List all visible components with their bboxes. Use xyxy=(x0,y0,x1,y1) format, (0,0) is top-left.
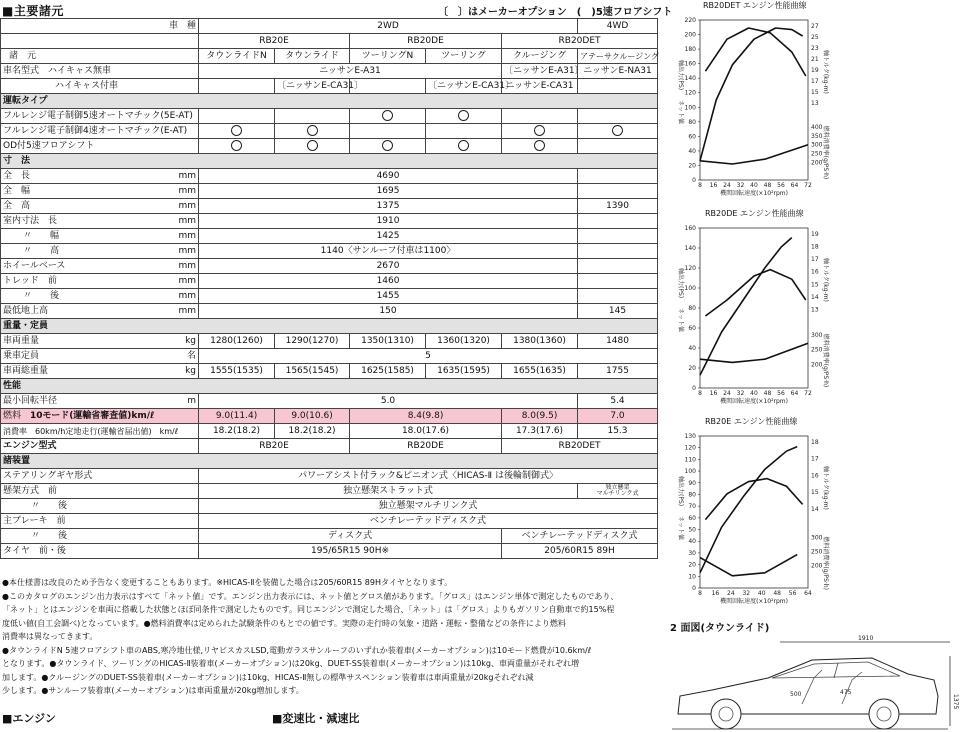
cell-value: 8.4(9.8) xyxy=(350,409,502,424)
fuel-tick-label: 300 xyxy=(811,331,823,339)
x-tick-label: 48 xyxy=(763,182,772,189)
x-tick-label: 64 xyxy=(804,590,812,597)
right-tick-label: 17 xyxy=(811,455,819,463)
right-tick-label: 16 xyxy=(811,268,819,276)
unit: mm xyxy=(149,244,199,259)
row-label: OD付5速フロアシフト xyxy=(1,139,199,154)
section-header: 性能 xyxy=(1,379,658,394)
row-label: 最小回転半径 xyxy=(1,394,149,409)
fuel-axis-label: 燃料消費率(g/PS·h) xyxy=(822,125,829,180)
row-label: トレッド 前 xyxy=(1,274,149,289)
cell-value: RB20DET xyxy=(502,439,658,454)
footnote-line: ●本仕様書は改良のため予告なく変更することもあります。※HICAS-Ⅱを装備した場合は205/60R15 89Hタイヤとなります。 xyxy=(2,578,453,587)
y-tick-label: 0 xyxy=(692,385,696,392)
unit: m xyxy=(149,394,199,409)
x-tick-label: 40 xyxy=(750,182,758,189)
cell-value: 9.0(11.4) xyxy=(199,409,275,424)
row-label: エンジン型式 xyxy=(1,439,199,454)
row-label: 車名型式 ハイキャス無車 xyxy=(1,64,199,79)
footnote-line: となります。●タウンライド、ツーリングのHICAS-Ⅱ装着車(メーカーオプション)は20kg、DUET-SS装着車(メーカーオプション)は10kg、車両重量がそれぞれ増 xyxy=(2,659,580,668)
dim-b-label: 475 xyxy=(840,689,852,696)
footnote-line: ●タウンライドN 5速フロアシフト車のABS,寒冷地仕様,リヤビスカスLSD,電動ガラスサンルーフのいずれか装着車(メーカーオプション)は10モード燃費が10.6km/ℓ xyxy=(2,645,591,655)
y-axis-label: 軸出力(PS) xyxy=(677,60,684,91)
y-tick-label: 160 xyxy=(684,225,696,232)
cell-value: 195/65R15 90H※ xyxy=(199,544,502,559)
cell-value: 1280(1260) xyxy=(199,334,275,349)
cell-value: 1390 xyxy=(578,199,658,214)
corner-top: 車 種 xyxy=(1,19,199,34)
unit: mm xyxy=(149,199,199,214)
trim-header: クルージング xyxy=(502,49,578,64)
x-tick-label: 40 xyxy=(750,390,758,397)
torque-axis-label: 軸トルク(kg-m) xyxy=(822,258,829,302)
engine-group-rb20det: RB20DET xyxy=(502,34,658,49)
cell-value: 1290(1270) xyxy=(275,334,350,349)
y-tick-label: 110 xyxy=(684,456,696,464)
x-tick-label: 56 xyxy=(788,590,797,597)
y-tick-label: 120 xyxy=(684,444,696,452)
x-tick-label: 24 xyxy=(723,390,731,397)
cell-value: 1140〈サンルーフ付車は1100〉 xyxy=(199,244,578,259)
chart-title: RB20DE エンジン性能曲線 xyxy=(705,209,804,218)
unit: kg xyxy=(149,334,199,349)
y-tick-label: 180 xyxy=(684,46,696,54)
y-axis-label-sub: ネット値 xyxy=(677,100,684,125)
y-tick-label: 60 xyxy=(688,514,696,522)
engine-chart-rb20det xyxy=(672,14,832,200)
fuel-curve xyxy=(700,555,797,576)
row-label: フルレンジ電子制御5速オートマチック(5E-AT) xyxy=(1,109,199,124)
cell-value: 1695 xyxy=(199,184,578,199)
right-tick-label: 14 xyxy=(811,293,819,301)
right-tick-label: 15 xyxy=(811,89,819,96)
cell-value: 5 xyxy=(199,349,658,364)
row-label: 室内寸法 長 xyxy=(1,214,149,229)
available-mark xyxy=(382,110,393,121)
cell-value: 145 xyxy=(578,304,658,319)
cell-value: 2670 xyxy=(199,259,578,274)
row-label: ステアリングギヤ形式 xyxy=(1,469,199,484)
x-axis-label: 機関回転速度(×10²rpm) xyxy=(720,598,788,605)
right-tick-label: 13 xyxy=(811,100,819,107)
y-axis-label-sub: ネット値 xyxy=(677,516,684,541)
x-tick-label: 8 xyxy=(698,390,702,397)
plot-frame xyxy=(700,436,808,588)
x-tick-label: 72 xyxy=(804,390,812,397)
row-label: 全 幅 xyxy=(1,184,149,199)
fuel-tick-label: 200 xyxy=(811,159,823,167)
cell-value: 1565(1545) xyxy=(275,364,350,379)
y-tick-label: 30 xyxy=(688,549,696,557)
right-tick-label: 18 xyxy=(811,439,819,446)
cell-value: 17.3(17.6) xyxy=(502,424,578,439)
y-tick-label: 140 xyxy=(684,245,696,252)
engine-heading: ■エンジン xyxy=(2,712,56,725)
y-tick-label: 60 xyxy=(688,133,696,141)
x-tick-label: 24 xyxy=(723,182,731,189)
cell-value: 〔ニッサンE-A31〕 xyxy=(502,64,578,79)
available-mark xyxy=(231,125,242,136)
row-label: 懸架方式 前 xyxy=(1,484,199,499)
y-tick-label: 120 xyxy=(684,265,696,272)
y-tick-label: 80 xyxy=(688,491,696,499)
y-tick-label: 50 xyxy=(688,526,696,534)
trim-header: タウンライド xyxy=(275,49,350,64)
y-tick-label: 130 xyxy=(684,433,696,440)
x-tick-label: 16 xyxy=(711,590,720,597)
fuel-tick-label: 250 xyxy=(811,548,823,556)
footnote-line: 少します。●サンルーフ装着車(メーカーオプション)は車両重量が20kg増加します。 xyxy=(2,686,304,695)
cell-value: 8.0(9.5) xyxy=(502,409,578,424)
available-mark xyxy=(231,140,242,151)
x-axis-label: 機関回転速度(×10²rpm) xyxy=(720,398,788,405)
cell-value: 9.0(10.6) xyxy=(275,409,350,424)
fuel-axis-label: 燃料消費率(g/PS·h) xyxy=(822,536,829,590)
cell-value: 1375 xyxy=(199,199,578,214)
unit: kg xyxy=(149,364,199,379)
cell-value: ニッサンE-NA31 xyxy=(578,64,658,79)
unit: mm xyxy=(149,214,199,229)
fuel-tick-label: 200 xyxy=(811,361,823,369)
cell-value: 1350(1310) xyxy=(350,334,426,349)
y-axis-label-sub: ネット値 xyxy=(677,308,684,333)
right-tick-label: 13 xyxy=(811,306,819,314)
cell-value: 独立懸架 マルチリンク式 xyxy=(578,484,658,499)
row-label: 車両総重量 xyxy=(1,364,149,379)
torque-curve xyxy=(705,270,805,316)
y-tick-label: 100 xyxy=(684,468,696,476)
available-mark xyxy=(534,140,545,151)
available-mark xyxy=(458,110,469,121)
cell-value: 〔ニッサンE-CA31〕 xyxy=(426,79,502,94)
unit: mm xyxy=(149,289,199,304)
x-tick-label: 8 xyxy=(698,182,702,189)
torque-axis-label: 軸トルク(kg-m) xyxy=(822,50,829,94)
chart-title: RB20DET エンジン性能曲線 xyxy=(703,1,807,10)
available-mark xyxy=(307,125,318,136)
y-axis-label: 軸出力(PS) xyxy=(677,476,684,507)
right-tick-label: 19 xyxy=(811,231,819,238)
cell-value: パワーアシスト付ラック&ピニオン式〈HICAS-Ⅱ は後輪制御式〉 xyxy=(199,469,658,484)
torque-curve xyxy=(705,479,802,520)
right-tick-label: 17 xyxy=(811,256,819,264)
engine-group-rb20e: RB20E xyxy=(199,34,350,49)
section-header: 運転タイプ xyxy=(1,94,658,109)
dim-a-label: 500 xyxy=(790,691,802,698)
car-side-view xyxy=(672,634,960,732)
cell-value: 独立懸架マルチリンク式 xyxy=(199,499,658,514)
unit: mm xyxy=(149,274,199,289)
footnote-line: 度低い値(自工会調べ)となっています。●燃料消費率は定められた試験条件のもとでの値です。実際の走行時の気象・道路・運転・整備などの条件により燃料 xyxy=(2,618,566,628)
torque-curve xyxy=(705,28,805,76)
cell-value: 1460 xyxy=(199,274,578,289)
fuel-curve xyxy=(700,145,808,164)
right-tick-label: 18 xyxy=(811,243,819,251)
right-tick-label: 19 xyxy=(811,67,819,74)
cell-value: 18.0(17.6) xyxy=(350,424,502,439)
y-tick-label: 20 xyxy=(688,561,696,569)
row-label: 〃 高 xyxy=(1,244,149,259)
x-tick-label: 32 xyxy=(736,390,745,397)
group-2wd: 2WD xyxy=(199,19,578,34)
x-tick-label: 48 xyxy=(773,590,781,597)
chart-title: RB20E エンジン性能曲線 xyxy=(705,417,798,426)
y-tick-label: 160 xyxy=(684,60,696,68)
unit: mm xyxy=(149,304,199,319)
row-label: 〃 後 xyxy=(1,529,199,544)
row-label: ホイールベース xyxy=(1,259,149,274)
cell-value: 1480 xyxy=(578,334,658,349)
row-label: 主ブレーキ 前 xyxy=(1,514,199,529)
cell-value: 1655(1635) xyxy=(502,364,578,379)
available-mark xyxy=(612,125,623,136)
cell-value: 1380(1360) xyxy=(502,334,578,349)
footnote-line: 加します。●クルージングのDUET-SS装着車(メーカーオプション)は10kg、HICAS-Ⅱ無しの標準サスペンション装着車は車両重量が20kgそれぞれ減 xyxy=(2,672,534,682)
x-tick-label: 16 xyxy=(709,182,718,189)
y-tick-label: 40 xyxy=(688,147,696,155)
cell-value: 1635(1595) xyxy=(426,364,502,379)
cell-value: 〔ニッサンE-CA31〕 xyxy=(275,79,350,94)
right-tick-label: 14 xyxy=(811,505,819,513)
y-tick-label: 60 xyxy=(688,325,696,332)
cell-value: 5.4 xyxy=(578,394,658,409)
available-mark xyxy=(382,140,393,151)
footnotes xyxy=(2,576,657,698)
y-tick-label: 100 xyxy=(684,285,696,292)
y-tick-label: 100 xyxy=(684,104,696,112)
footnote-line: 消費率は異なってきます。 xyxy=(2,632,98,641)
unit: mm xyxy=(149,169,199,184)
cell-value: ニッサンE-CA31 xyxy=(502,79,578,94)
fuel-axis-label: 燃料消費率(g/PS·h) xyxy=(822,333,829,388)
x-tick-label: 32 xyxy=(736,182,745,189)
trim-header: タウンライドN xyxy=(199,49,275,64)
cell-value: RB20E xyxy=(199,439,350,454)
cell-value: 1625(1585) xyxy=(350,364,426,379)
right-tick-label: 25 xyxy=(811,34,819,41)
x-tick-label: 64 xyxy=(790,182,799,189)
right-tick-label: 15 xyxy=(811,281,819,289)
page-title: ■主要諸元 xyxy=(2,4,64,18)
cell-value: 205/60R15 89H xyxy=(502,544,658,559)
dim-height-label: 1375 xyxy=(952,694,959,710)
unit: mm xyxy=(149,259,199,274)
x-tick-label: 40 xyxy=(757,590,766,597)
y-tick-label: 70 xyxy=(688,503,696,511)
x-tick-label: 48 xyxy=(763,390,772,397)
x-tick-label: 16 xyxy=(709,390,718,397)
right-tick-label: 21 xyxy=(811,56,819,63)
y-axis-label: 軸出力(PS) xyxy=(677,268,684,299)
fuel-10mode-label: 燃料 10モード(運輸省審査値)km/ℓ xyxy=(1,409,199,424)
y-tick-label: 0 xyxy=(692,585,696,592)
row-label: 〃 後 xyxy=(1,289,149,304)
y-tick-label: 120 xyxy=(684,89,696,97)
unit: mm xyxy=(149,229,199,244)
fuel-tick-label: 300 xyxy=(811,141,823,149)
fuel-tick-label: 400 xyxy=(811,123,823,131)
row-label: タイヤ 前・後 xyxy=(1,544,199,559)
engine-chart-rb20de xyxy=(672,222,832,408)
x-tick-label: 32 xyxy=(742,590,751,597)
y-tick-label: 40 xyxy=(688,538,696,546)
row-label: 車両重量 xyxy=(1,334,149,349)
row-label: フルレンジ電子制御4速オートマチック(E-AT) xyxy=(1,124,199,139)
fuel-tick-label: 350 xyxy=(811,132,823,140)
right-tick-label: 17 xyxy=(811,78,819,85)
trim-header: ツーリングN xyxy=(350,49,426,64)
row-label: ハイキャス付車 xyxy=(1,79,199,94)
fuel-tick-label: 250 xyxy=(811,346,823,354)
y-tick-label: 200 xyxy=(684,31,696,39)
cell-value: 1455 xyxy=(199,289,578,304)
cell-value: 1555(1535) xyxy=(199,364,275,379)
cell-value: ベンチレーテッドディスク式 xyxy=(199,514,658,529)
available-mark xyxy=(458,140,469,151)
y-tick-label: 220 xyxy=(684,17,696,24)
x-tick-label: 56 xyxy=(777,182,785,189)
x-tick-label: 8 xyxy=(698,590,702,597)
two-view-title: 2 面図(タウンライド) xyxy=(670,623,770,634)
row-label: 乗車定員 xyxy=(1,349,149,364)
corner-bottom: 諸 元 xyxy=(1,49,199,64)
y-tick-label: 80 xyxy=(688,305,696,312)
cell-value: 1910 xyxy=(199,214,578,229)
fuel-60km-label: 消費率 60km/h定地走行(運輸省届出値) km/ℓ xyxy=(1,424,199,439)
fuel-tick-label: 200 xyxy=(811,562,823,570)
cell-value: RB20DE xyxy=(350,439,502,454)
section-header: 寸 法 xyxy=(1,154,658,169)
spec-table xyxy=(0,18,658,559)
section-header: 諸装置 xyxy=(1,454,658,469)
cell-value: ディスク式 xyxy=(199,529,502,544)
y-tick-label: 90 xyxy=(688,479,696,487)
right-tick-label: 27 xyxy=(811,23,819,30)
footnote-line: ●このカタログのエンジン出力表示はすべて「ネット値」です。エンジン出力表示には、ネット値とグロス値があります。「グロス」はエンジン単体で測定したものであり、 xyxy=(2,591,619,601)
unit: mm xyxy=(149,184,199,199)
cell-value: ニッサンE-A31 xyxy=(199,64,502,79)
cell-value: 4690 xyxy=(199,169,578,184)
x-tick-label: 72 xyxy=(804,182,812,189)
fuel-tick-label: 300 xyxy=(811,534,823,542)
cell-value: 5.0 xyxy=(199,394,578,409)
torque-axis-label: 軸トルク(kg-m) xyxy=(822,466,829,510)
row-label: 〃 後 xyxy=(1,499,199,514)
y-tick-label: 10 xyxy=(688,573,696,581)
y-tick-label: 0 xyxy=(692,177,696,184)
x-tick-label: 24 xyxy=(727,590,735,597)
fuel-tick-label: 250 xyxy=(811,150,823,158)
row-label: 最低地上高 xyxy=(1,304,149,319)
footnote-line: 「ネット」とはエンジンを車両に搭載した状態とほぼ同条件で測定したものです。同じエンジンで測定した場合、「ネット」は「グロス」よりもガソリン自動車で約15%程 xyxy=(2,605,615,614)
trim-header: アテーサクルージング xyxy=(578,49,658,64)
y-tick-label: 40 xyxy=(688,345,696,352)
y-tick-label: 20 xyxy=(688,162,696,170)
section-header: 重量・定員 xyxy=(1,319,658,334)
row-label: 全 長 xyxy=(1,169,149,184)
engine-group-rb20de: RB20DE xyxy=(350,34,502,49)
cell-value: 15.3 xyxy=(578,424,658,439)
y-tick-label: 140 xyxy=(684,75,696,83)
cell-value: 1360(1320) xyxy=(426,334,502,349)
cell-value: ベンチレーテッドディスク式 xyxy=(502,529,658,544)
available-mark xyxy=(307,140,318,151)
dim-length-label: 1910 xyxy=(858,635,874,642)
gear-ratio-heading: ■変速比・減速比 xyxy=(272,712,360,725)
unit: 名 xyxy=(149,349,199,364)
right-tick-label: 23 xyxy=(811,45,819,52)
group-4wd: 4WD xyxy=(578,19,658,34)
trim-header: ツーリング xyxy=(426,49,502,64)
cell-value: 独立懸架ストラット式 xyxy=(199,484,578,499)
x-tick-label: 56 xyxy=(777,390,785,397)
cell-value: 1755 xyxy=(578,364,658,379)
row-label: 全 高 xyxy=(1,199,149,214)
x-tick-label: 64 xyxy=(790,390,799,397)
y-tick-label: 80 xyxy=(688,118,696,126)
cell-value: 150 xyxy=(199,304,578,319)
x-axis-label: 機関回転速度(×10²rpm) xyxy=(720,190,788,197)
y-tick-label: 20 xyxy=(688,365,696,372)
cell-value: 18.2(18.2) xyxy=(275,424,350,439)
available-mark xyxy=(534,125,545,136)
row-label: 〃 幅 xyxy=(1,229,149,244)
fuel-curve xyxy=(700,343,808,362)
option-note: 〔 〕はメーカーオプション ( )5速フロアシフト xyxy=(438,7,673,18)
engine-chart-rb20e xyxy=(672,430,832,608)
right-tick-label: 16 xyxy=(811,472,819,480)
right-tick-label: 15 xyxy=(811,489,819,497)
cell-value: 1425 xyxy=(199,229,578,244)
cell-value: 18.2(18.2) xyxy=(199,424,275,439)
cell-value: 7.0 xyxy=(578,409,658,424)
